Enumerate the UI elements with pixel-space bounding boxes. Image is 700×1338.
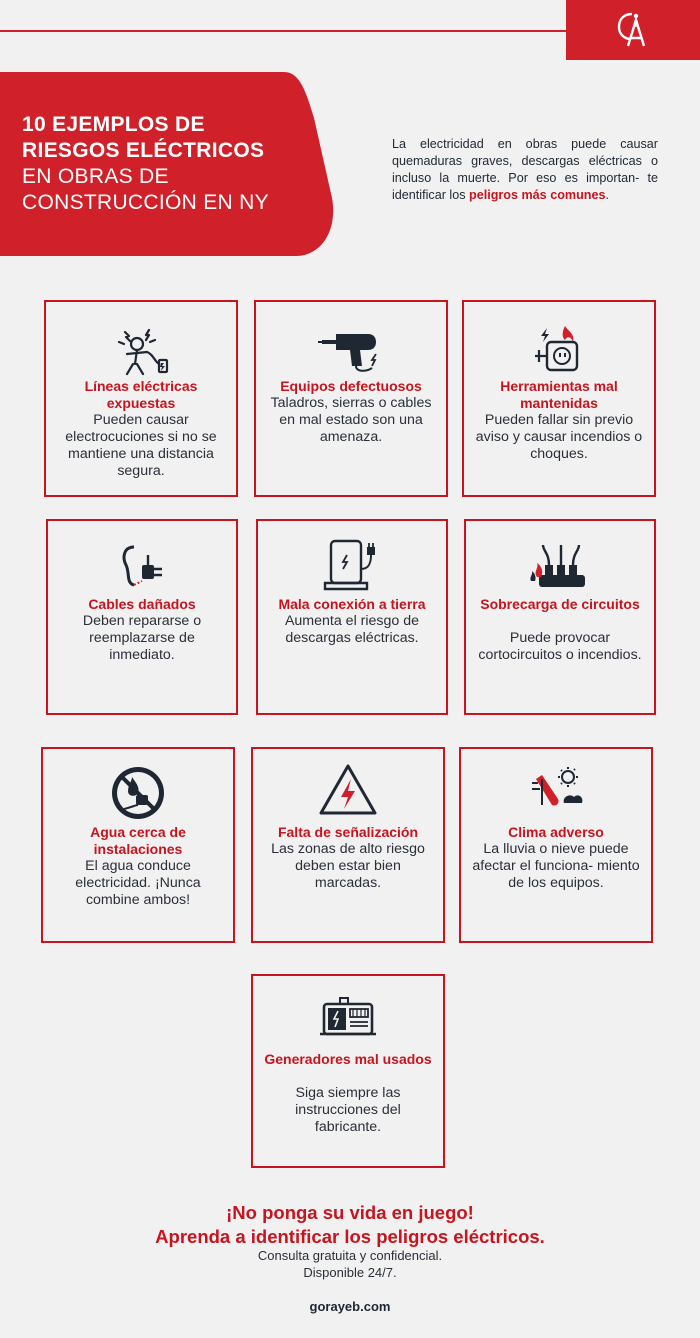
ga-logo-icon — [616, 10, 650, 48]
hazard-card-adverse-weather — [459, 747, 653, 943]
hazard-card-damaged-cables — [46, 519, 238, 715]
card-description: Las zonas de alto riesgo deben estar bien marcadas. — [271, 841, 425, 891]
card-description: Siga siempre las instrucciones del fabricante. — [295, 1085, 401, 1135]
availability-note: Disponible 24/7. — [303, 1265, 397, 1280]
card-description: Deben repararse o reemplazarse de inmediato. — [82, 613, 202, 663]
intro-paragraph — [392, 136, 658, 204]
card-description: La lluvia o nieve puede afectar el funciona- miento de los equipos. — [472, 841, 640, 891]
card-description: Taladros, sierras o cables en mal estado son una amenaza. — [270, 395, 432, 445]
page-title — [22, 112, 269, 216]
hazard-card-water-near-installations — [41, 747, 235, 943]
power-drill-icon — [316, 324, 386, 374]
hazard-card-circuit-overload — [464, 519, 656, 715]
card-description: Pueden causar electrocuciones si no se mantiene una distancia segura. — [65, 412, 217, 479]
cta-headline: ¡No ponga su vida en juego! — [226, 1202, 474, 1223]
card-title: Herramientas mal mantenidas — [500, 378, 618, 411]
generator-icon — [318, 994, 378, 1040]
website-link[interactable]: gorayeb.com — [309, 1299, 391, 1314]
card-title: Equipos defectuosos — [280, 378, 422, 394]
hazard-card-misused-generators — [251, 974, 445, 1168]
hazard-card-faulty-equipment — [254, 300, 448, 497]
damaged-cable-icon — [112, 541, 172, 591]
card-title: Generadores mal usados — [264, 1051, 432, 1067]
intro-text: La electricidad en obras puede causar quemaduras graves, descargas eléctricas o incluso la muerte. Por eso es importan- te identificar los — [392, 137, 658, 202]
cta-subheadline: Aprenda a identificar los peligros eléctricos. — [155, 1226, 545, 1247]
hazard-card-poorly-maintained-tools — [462, 300, 656, 497]
weather-icon — [528, 765, 584, 813]
overloaded-circuit-icon — [529, 541, 591, 591]
grounding-icon — [319, 537, 385, 593]
no-water-plug-icon — [108, 763, 168, 823]
hazard-card-poor-grounding — [256, 519, 448, 715]
title-line-1: 10 EJEMPLOS DE — [22, 113, 205, 136]
consultation-note: Consulta gratuita y confidencial. — [257, 1248, 443, 1263]
high-voltage-sign-icon — [317, 761, 379, 819]
card-description: Aumenta el riesgo de descargas eléctricas. — [284, 613, 420, 646]
electrocuted-person-icon — [109, 324, 173, 378]
card-title: Clima adverso — [508, 824, 604, 840]
card-description: Pueden fallar sin previo aviso y causar incendios o choques. — [475, 412, 643, 462]
title-line-2: RIESGOS ELÉCTRICOS — [22, 139, 265, 162]
intro-end: . — [605, 188, 609, 202]
card-title: Líneas eléctricas expuestas — [84, 378, 198, 411]
card-title: Falta de señalización — [277, 824, 419, 840]
card-title: Mala conexión a tierra — [278, 596, 426, 612]
card-description: Puede provocar cortocircuitos o incendios. — [478, 630, 642, 663]
logo-block — [566, 0, 700, 60]
header-rule — [0, 30, 566, 32]
hazard-card-exposed-lines — [44, 300, 238, 497]
card-title: Cables dañados — [88, 596, 196, 612]
card-description: El agua conduce electricidad. ¡Nunca combine ambos! — [75, 858, 201, 908]
card-title: Agua cerca de instalaciones — [90, 824, 186, 857]
intro-highlight: peligros más comunes — [469, 188, 606, 202]
title-line-4: CONSTRUCCIÓN EN NY — [22, 191, 269, 214]
burning-outlet-icon — [531, 322, 587, 376]
hazard-card-missing-signage — [251, 747, 445, 943]
card-title: Sobrecarga de circuitos — [480, 596, 640, 612]
title-line-3: EN OBRAS DE — [22, 165, 169, 188]
